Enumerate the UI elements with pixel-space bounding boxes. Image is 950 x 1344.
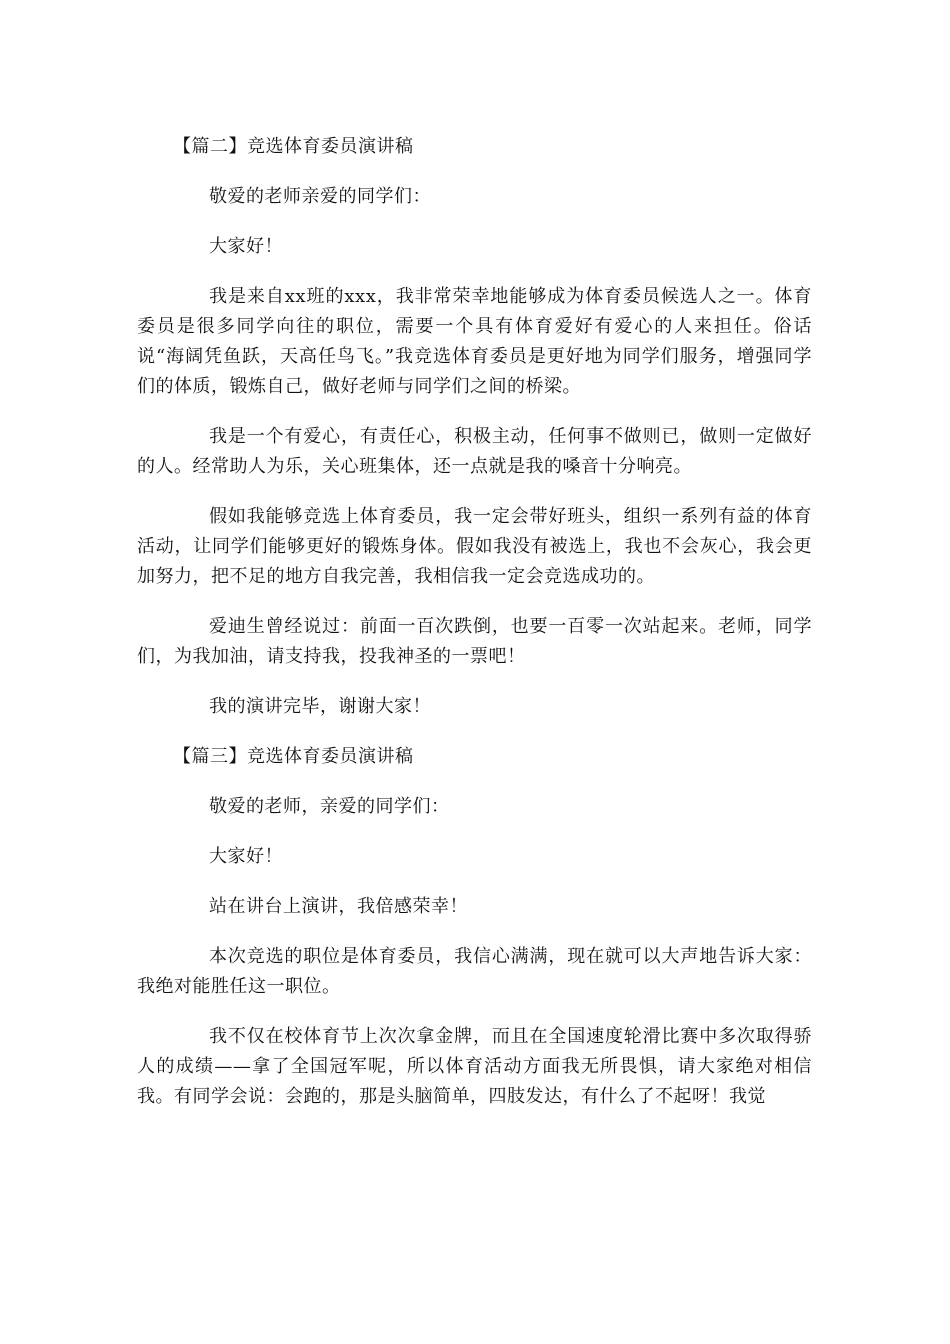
section-heading-3: 【篇三】竞选体育委员演讲稿	[173, 746, 414, 767]
body-paragraph: 爱迪生曾经说过：前面一百次跌倒，也要一百零一次站起来。老师，同学们，为我加油，请支持我，投我神圣的一票吧！	[137, 616, 812, 667]
body-paragraph: 本次竞选的职位是体育委员，我信心满满，现在就可以大声地告诉大家：我绝对能胜任这一职位。	[137, 946, 812, 997]
salutation: 敬爱的老师，亲爱的同学们：	[209, 796, 450, 817]
closing-line: 我的演讲完毕，谢谢大家！	[209, 696, 431, 717]
greeting: 大家好！	[209, 236, 283, 257]
document-body	[137, 132, 812, 1132]
body-paragraph: 我是来自xx班的xxx，我非常荣幸地能够成为体育委员候选人之一。体育委员是很多同学向往的职位，需要一个具有体育爱好有爱心的人来担任。俗话说“海阔凭鱼跃，天高任鸟飞。”我竞选体育委员是更好地为同学们服务，增强同学们的体质，锻炼自己，做好老师与同学们之间的桥梁。	[137, 286, 812, 397]
body-paragraph: 假如我能够竞选上体育委员，我一定会带好班头，组织一系列有益的体育活动，让同学们能够更好的锻炼身体。假如我没有被选上，我也不会灰心，我会更加努力，把不足的地方自我完善，我相信我一定会竞选成功的。	[137, 506, 812, 587]
body-paragraph: 我是一个有爱心，有责任心，积极主动，任何事不做则已，做则一定做好的人。经常助人为乐，关心班集体，还一点就是我的嗓音十分响亮。	[137, 426, 812, 477]
body-paragraph: 站在讲台上演讲，我倍感荣幸！	[209, 896, 468, 917]
body-paragraph: 我不仅在校体育节上次次拿金牌，而且在全国速度轮滑比赛中多次取得骄人的成绩——拿了全国冠军呢，所以体育活动方面我无所畏惧，请大家绝对相信我。有同学会说：会跑的，那是头脑简单，四肢发达，有什么了不起呀！我觉	[137, 1026, 812, 1107]
salutation: 敬爱的老师亲爱的同学们：	[209, 186, 431, 207]
section-heading-2: 【篇二】竞选体育委员演讲稿	[173, 136, 414, 157]
greeting: 大家好！	[209, 846, 283, 867]
